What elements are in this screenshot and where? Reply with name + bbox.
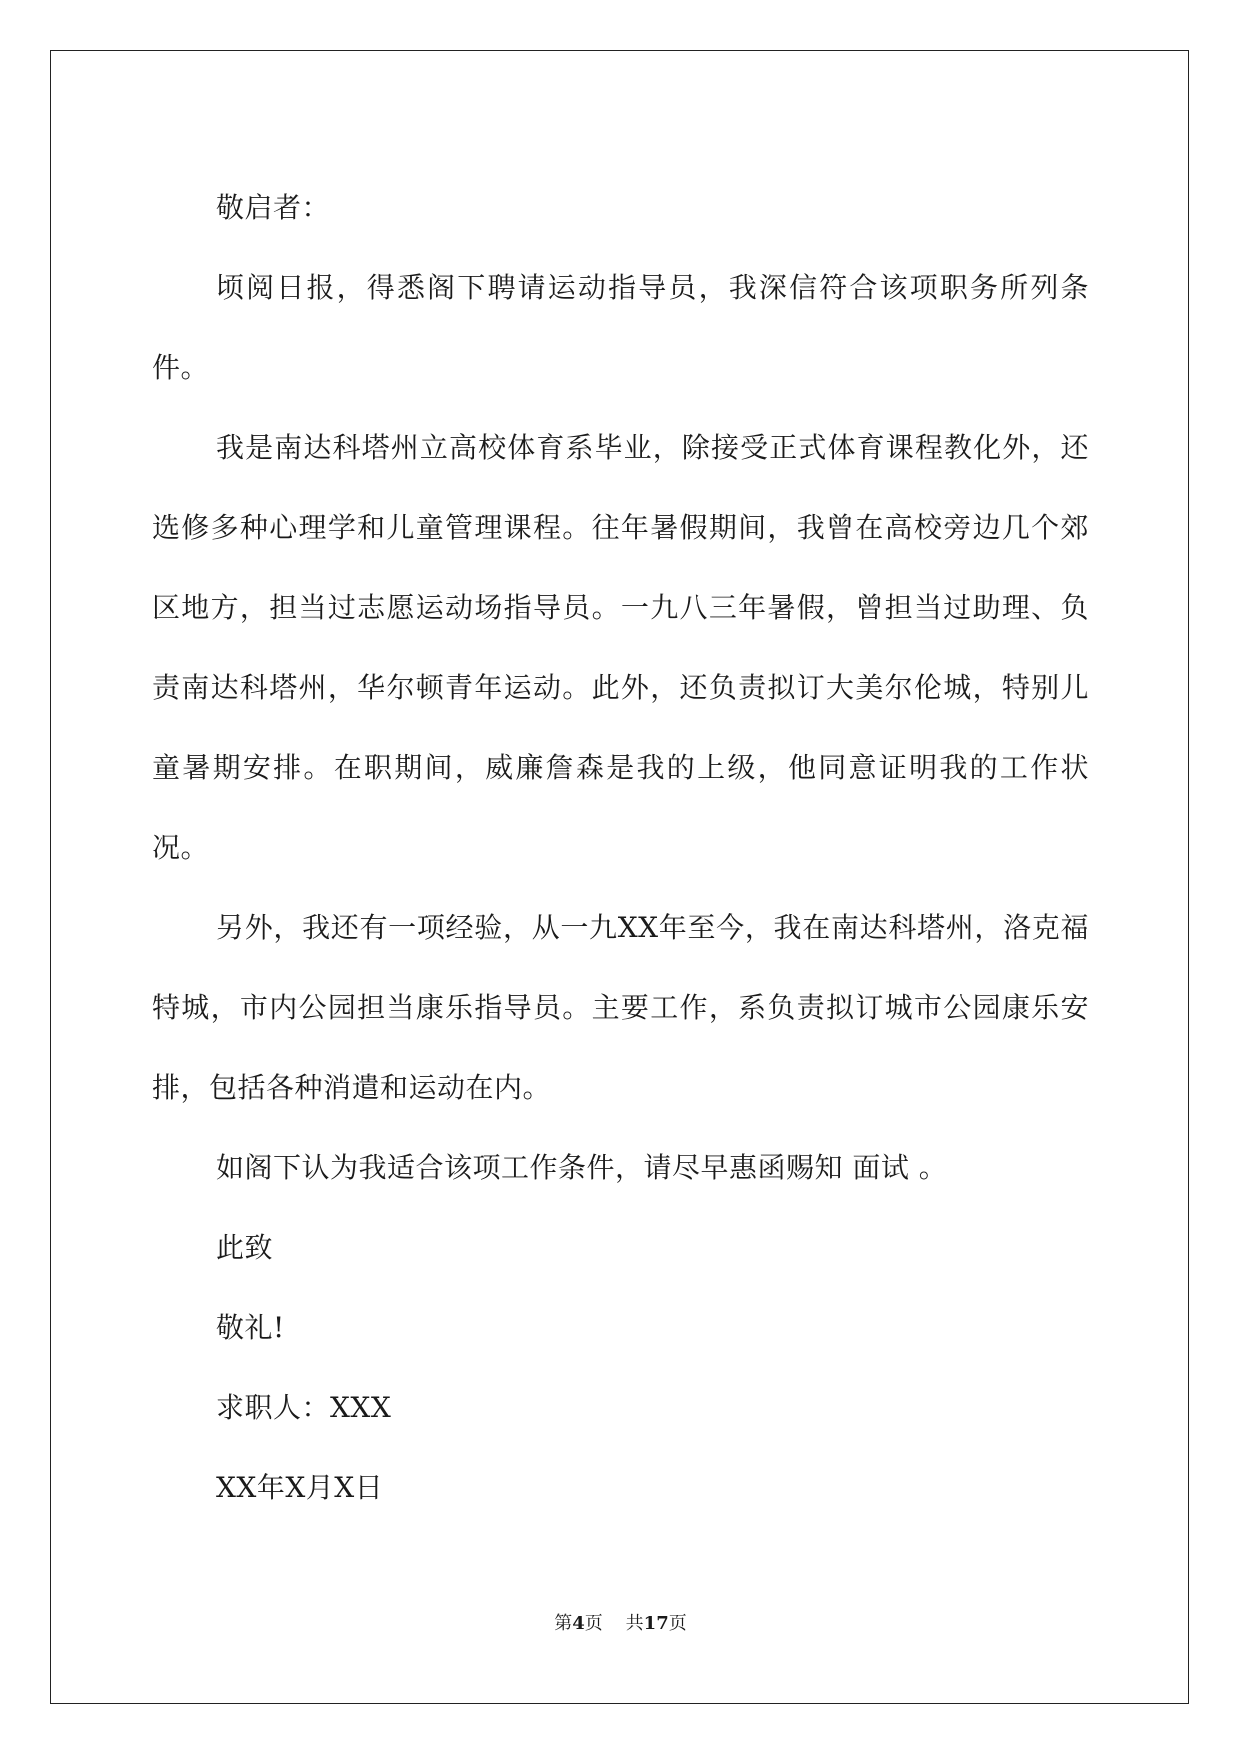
paragraph-background: 我是南达科塔州立高校体育系毕业，除接受正式体育课程教化外，还选修多种心理学和儿童管理课程。往年暑假期间，我曾在高校旁边几个郊区地方，担当过志愿运动场指导员。一九八三年暑假，曾担当过助理、负责南达科塔州，华尔顿青年运动。此外，还负责拟订大美尔伦城，特别儿童暑期安排。在职期间，威廉詹森是我的上级，他同意证明我的工作状况。 <box>152 431 1089 864</box>
total-page-count: 17 <box>643 1613 669 1634</box>
footer-middle: 页 共 <box>584 1613 644 1634</box>
closing-line-2: 敬礼! <box>216 1311 285 1344</box>
paragraph-request: 如阁下认为我适合该项工作条件，请尽早惠函赐知 面试 。 <box>216 1151 948 1184</box>
signature: 求职人：XXX <box>216 1391 392 1424</box>
footer-prefix: 第 <box>554 1613 573 1634</box>
closing-line-1: 此致 <box>216 1231 274 1264</box>
paragraph-experience: 另外，我还有一项经验，从一九XX年至今，我在南达科塔州，洛克福特城，市内公园担当康乐指导员。主要工作，系负责拟订城市公园康乐安排，包括各种消遣和运动在内。 <box>152 911 1089 1104</box>
page-footer <box>0 1612 1241 1636</box>
footer-suffix: 页 <box>668 1613 687 1634</box>
current-page-number: 4 <box>572 1613 585 1634</box>
letter-body <box>152 168 1089 1528</box>
date: XX年X月X日 <box>216 1471 384 1504</box>
paragraph-intro: 顷阅日报，得悉阁下聘请运动指导员，我深信符合该项职务所列条件。 <box>152 271 1089 384</box>
salutation: 敬启者： <box>216 191 331 224</box>
